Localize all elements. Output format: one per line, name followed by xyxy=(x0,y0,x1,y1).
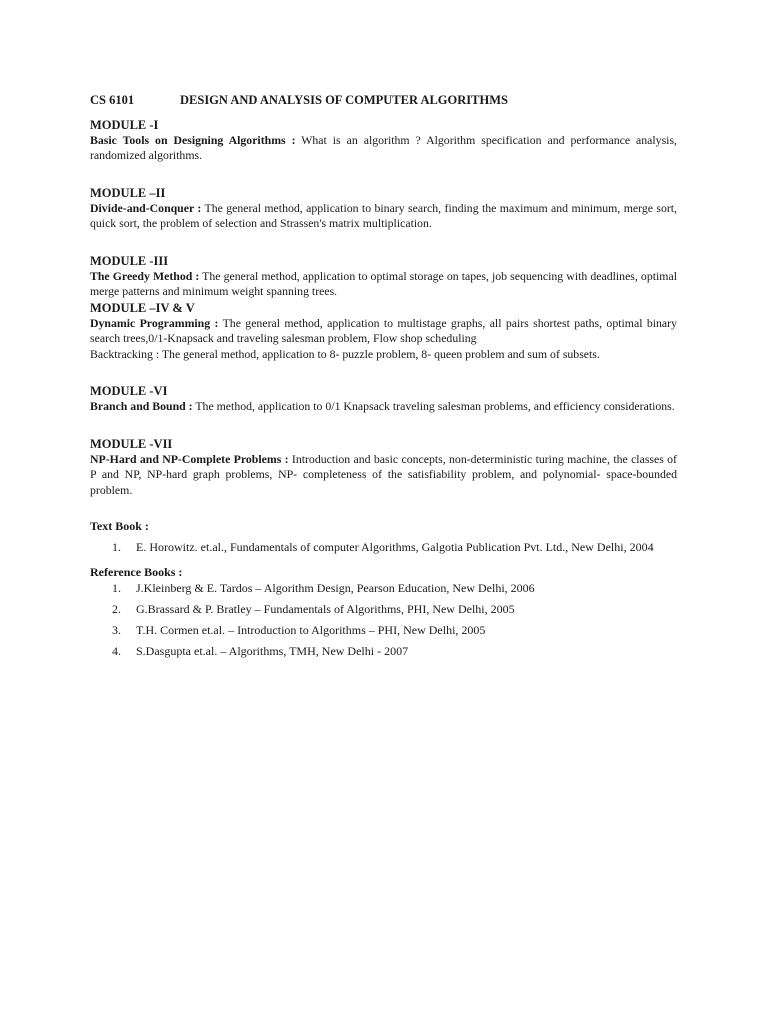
module-description xyxy=(90,133,677,164)
list-item xyxy=(112,581,677,596)
list-item xyxy=(112,644,677,659)
module-1 xyxy=(90,117,677,164)
module-topic: The Greedy Method : xyxy=(90,268,200,283)
list-text: S.Dasgupta et.al. – Algorithms, TMH, New Delhi - 2007 xyxy=(136,644,409,658)
list-number: 2. xyxy=(112,602,121,616)
module-topic: Basic Tools on Designing Algorithms : xyxy=(90,132,296,147)
module-title: MODULE -I xyxy=(90,117,159,132)
module-topic: NP-Hard and NP-Complete Problems : xyxy=(90,451,289,466)
module-text: The method, application to 0/1 Knapsack traveling salesman problems, and efficiency considerations. xyxy=(192,399,675,413)
list-number: 1. xyxy=(112,539,121,554)
module-text: The general method, application to multistage graphs, all pairs shortest paths, optimal binary search trees,0/1-Knapsack and traveling salesman problem, Flow shop scheduling xyxy=(90,315,677,345)
reference-books-heading: Reference Books : xyxy=(90,564,183,579)
module-text: What is an algorithm ? Algorithm specification and performance analysis, randomized algorithms. xyxy=(90,132,677,162)
course-header xyxy=(90,93,677,109)
course-code: CS 6101 xyxy=(90,93,135,107)
module-6 xyxy=(90,383,677,415)
list-text: G.Brassard & P. Bratley – Fundamentals of Algorithms, PHI, New Delhi, 2005 xyxy=(136,602,515,616)
list-item xyxy=(112,623,677,638)
list-number: 3. xyxy=(112,623,121,637)
module-description xyxy=(90,399,677,415)
text-book-list xyxy=(90,540,677,555)
module-title: MODULE -VI xyxy=(90,384,168,398)
list-item xyxy=(112,540,677,555)
module-description xyxy=(90,201,677,232)
module-title: MODULE –II xyxy=(90,185,166,200)
list-text: E. Horowitz. et.al., Fundamentals of computer Algorithms, Galgotia Publication Pvt. Ltd., New Delhi, 2004 xyxy=(136,539,654,554)
reference-book-list xyxy=(90,581,677,659)
list-item xyxy=(112,602,677,617)
module-title: MODULE -VII xyxy=(90,436,173,451)
course-title: DESIGN AND ANALYSIS OF COMPUTER ALGORITHMS xyxy=(180,93,508,107)
module-title: MODULE –IV & V xyxy=(90,300,195,315)
module-extra-text: Backtracking : The general method, application to 8- puzzle problem, 8- queen problem and sum of subsets. xyxy=(90,346,600,361)
module-4-5 xyxy=(90,300,677,363)
module-text: The general method, application to binary search, finding the maximum and minimum, merge sort, quick sort, the problem of selection and Strassen's matrix multiplication. xyxy=(90,200,678,230)
module-3 xyxy=(90,253,677,300)
list-number: 1. xyxy=(112,581,121,595)
module-text: Introduction and basic concepts, non-deterministic turing machine, the classes of P and NP, NP-hard graph problems, NP- completeness of the satisfiability problem, and polynomial- space-bounded problem. xyxy=(90,451,677,497)
syllabus-page xyxy=(90,93,677,665)
module-description xyxy=(90,269,677,300)
list-number: 4. xyxy=(112,644,121,658)
text-book-heading: Text Book : xyxy=(90,519,149,533)
list-text: J.Kleinberg & E. Tardos – Algorithm Design, Pearson Education, New Delhi, 2006 xyxy=(136,581,535,595)
module-title: MODULE -III xyxy=(90,253,169,268)
module-topic: Branch and Bound : xyxy=(90,399,193,413)
module-topic: Dynamic Programming : xyxy=(90,315,219,330)
list-text: T.H. Cormen et.al. – Introduction to Algorithms – PHI, New Delhi, 2005 xyxy=(136,623,486,637)
module-description xyxy=(90,452,677,499)
module-2 xyxy=(90,185,677,232)
module-text: The general method, application to optimal storage on tapes, job sequencing with deadlines, optimal merge patterns and minimum weight spanning trees. xyxy=(90,268,677,298)
module-description xyxy=(90,316,677,347)
module-topic: Divide-and-Conquer : xyxy=(90,200,202,215)
module-7 xyxy=(90,436,677,499)
